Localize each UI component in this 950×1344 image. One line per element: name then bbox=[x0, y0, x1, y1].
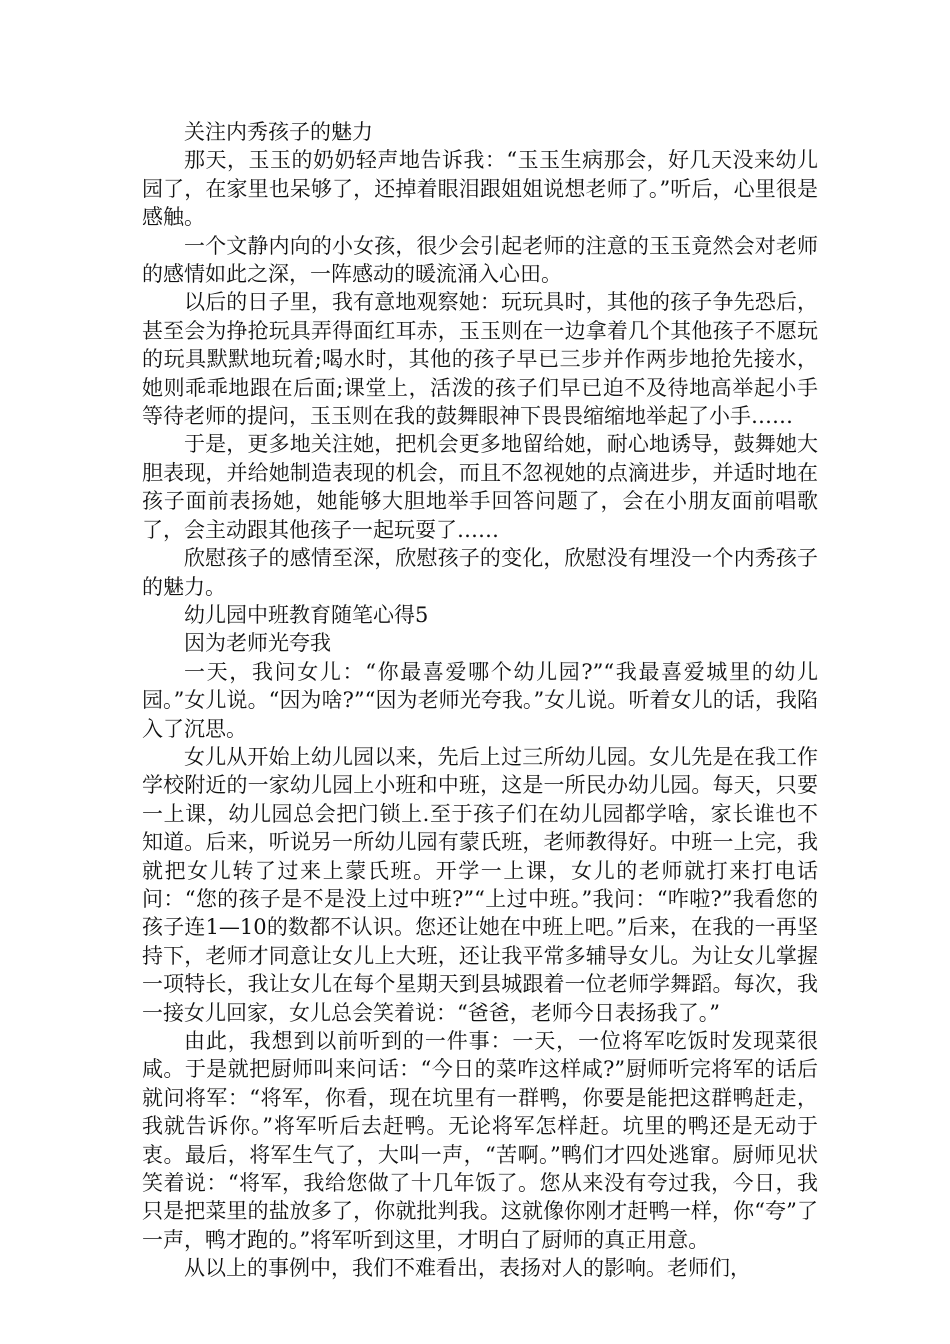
paragraph-title: 关注内秀孩子的魅力 bbox=[184, 120, 373, 144]
paragraph: 女儿从开始上幼儿园以来，先后上过三所幼儿园。女儿先是在我工作学校附近的一家幼儿园上小班和中班，这是一所民办幼儿园。每天，只要一上课，幼儿园总会把门锁上.至于孩子们在幼儿园都学啥，家长谁也不知道。后来，听说另一所幼儿园有蒙氏班，老师教得好。中班一上完，我就把女儿转了过来上蒙氏班。开学一上课，女儿的老师就打来打电话问：“您的孩子是不是没上过中班?”“上过中班。”我问：“咋啦?”我看您的孩子连1—10的数都不认识。您还让她在中班上吧。”后来，在我的一再坚持下，老师才同意让女儿上大班，还让我平常多辅导女儿。为让女儿掌握一项特长，我让女儿在每个星期天到县城跟着一位老师学舞蹈。每次，我一接女儿回家，女儿总会笑着说：“爸爸，老师今日表扬我了。” bbox=[142, 744, 818, 1025]
paragraph: 一天，我问女儿：“你最喜爱哪个幼儿园?”“我最喜爱城里的幼儿园。”女儿说。“因为啥?”“因为老师光夸我。”女儿说。听着女儿的话，我陷入了沉思。 bbox=[142, 659, 818, 741]
paragraph: 那天，玉玉的奶奶轻声地告诉我：“玉玉生病那会，好几天没来幼儿园了，在家里也呆够了，还掉着眼泪跟姐姐说想老师了。”听后，心里很是感触。 bbox=[142, 148, 818, 230]
paragraph: 于是，更多地关注她，把机会更多地留给她，耐心地诱导，鼓舞她大胆表现，并给她制造表现的机会，而且不忽视她的点滴进步，并适时地在孩子面前表扬她，她能够大胆地举手回答问题了，会在小朋友面前唱歌了，会主动跟其他孩子一起玩耍了…… bbox=[142, 432, 818, 542]
section-subtitle: 因为老师光夸我 bbox=[184, 631, 331, 656]
paragraph: 从以上的事例中，我们不难看出，表扬对人的影响。老师们， bbox=[184, 1256, 751, 1281]
paragraph: 一个文静内向的小女孩，很少会引起老师的注意的玉玉竟然会对老师的感情如此之深，一阵感动的暖流涌入心田。 bbox=[142, 233, 818, 287]
paragraph: 以后的日子里，我有意地观察她：玩玩具时，其他的孩子争先恐后，甚至会为挣抢玩具弄得面红耳赤，玉玉则在一边拿着几个其他孩子不愿玩的玩具默默地玩着;喝水时，其他的孩子早已三步并作两步地抢先接水，她则乖乖地跟在后面;课堂上，活泼的孩子们早已迫不及待地高举起小手等待老师的提问，玉玉则在我的鼓舞眼神下畏畏缩缩地举起了小手…… bbox=[142, 290, 818, 429]
paragraph: 欣慰孩子的感情至深，欣慰孩子的变化，欣慰没有埋没一个内秀孩子的魅力。 bbox=[142, 546, 818, 599]
section-heading: 幼儿园中班教育随笔心得5 bbox=[184, 602, 429, 627]
paragraph: 由此，我想到以前听到的一件事：一天，一位将军吃饭时发现菜很咸。于是就把厨师叫来问话：“今日的菜咋这样咸?”厨师听完将军的话后就问将军：“将军，你看，现在坑里有一群鸭，你要是能把这群鸭赶走，我就告诉你。”将军听后去赶鸭。无论将军怎样赶。坑里的鸭还是无动于衷。最后，将军生气了，大叫一声，“苦啊。”鸭们才四处逃窜。厨师见状笑着说：“将军，我给您做了十几年饭了。您从来没有夸过我，今日，我只是把菜里的盐放多了，你就批判我。这就像你刚才赶鸭一样，你“夸”了一声，鸭才跑的。”将军听到这里，才明白了厨师的真正用意。 bbox=[142, 1029, 818, 1252]
document-body bbox=[142, 118, 818, 1283]
